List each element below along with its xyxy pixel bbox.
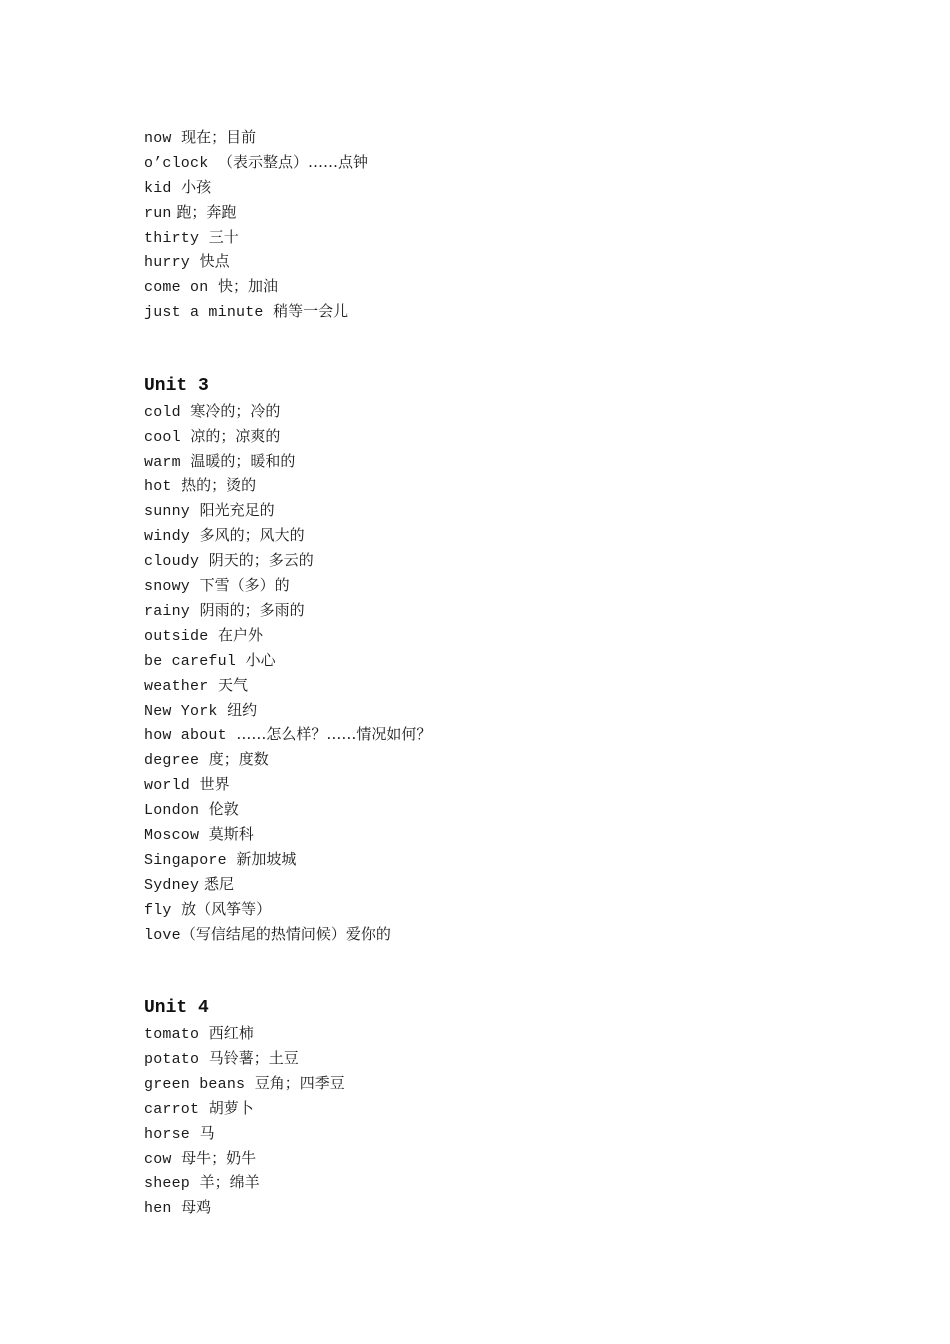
vocab-english: fly [144,901,172,919]
vocab-item [144,498,904,523]
vocab-item [144,1170,904,1195]
vocab-english: snowy [144,578,191,596]
vocab-chinese: 快点 [199,252,230,271]
vocab-english: kid [144,179,172,197]
unit4-heading: Unit 4 [144,998,209,1019]
vocab-chinese: 阴天的；多云的 [208,551,314,570]
vocab-english: Sydney [144,876,200,894]
vocab-chinese: 天气 [217,675,248,694]
vocab-chinese: 凉的；凉爽的 [190,426,281,445]
vocab-item [144,1146,904,1171]
vocab-english: degree [144,752,200,770]
vocab-chinese: 羊；绵羊 [199,1173,260,1192]
vocab-chinese: 度；度数 [208,750,269,769]
vocab-item [144,673,904,698]
vocab-item [144,424,904,449]
unit3-word-list [144,399,904,947]
vocab-chinese: 世界 [199,775,230,794]
vocab-english: cloudy [144,553,200,571]
vocab-english: windy [144,528,191,546]
vocab-chinese: 西红柿 [208,1024,254,1043]
vocab-item [144,847,904,872]
vocab-english: hot [144,478,172,496]
vocab-english: Moscow [144,826,200,844]
vocab-chinese: 阳光充足的 [199,501,275,520]
vocab-item [144,1121,904,1146]
vocab-english: Singapore [144,851,227,869]
vocab-item [144,897,904,922]
section-spacer [144,324,904,374]
vocab-item [144,772,904,797]
vocab-item [144,200,904,225]
vocab-item [144,274,904,299]
vocab-item [144,523,904,548]
vocab-english: weather [144,677,209,695]
vocab-item [144,747,904,772]
vocab-chinese: 三十 [208,227,239,246]
vocab-chinese: 寒冷的；冷的 [190,401,281,420]
vocab-item [144,922,904,947]
vocab-english: world [144,777,191,795]
vocab-item [144,449,904,474]
vocab-item [144,1096,904,1121]
vocab-english: green beans [144,1075,246,1093]
vocab-chinese: 母牛；奶牛 [181,1148,257,1167]
vocab-english: cool [144,428,181,446]
vocab-item [144,299,904,324]
vocab-chinese: （写信结尾的热情问候）爱你的 [180,924,391,943]
vocab-item [144,1071,904,1096]
vocab-item [144,1195,904,1220]
vocab-chinese: 伦敦 [208,800,239,819]
vocab-english: love [144,926,181,944]
vocab-chinese: 下雪（多）的 [199,576,290,595]
vocab-english: cow [144,1150,172,1168]
vocab-english: sheep [144,1175,191,1193]
vocab-chinese: 温暖的；暖和的 [190,451,296,470]
vocab-english: sunny [144,503,191,521]
vocab-item [144,1021,904,1046]
vocab-english: run [144,204,172,222]
vocab-chinese: 莫斯科 [208,824,254,843]
vocab-english: hen [144,1200,172,1218]
vocab-chinese: 胡萝卜 [208,1098,254,1117]
vocab-chinese: 母鸡 [181,1198,212,1217]
vocab-english: outside [144,627,209,645]
vocab-chinese: 放（风筝等） [181,899,272,918]
vocab-english: be careful [144,652,237,670]
vocab-item [144,822,904,847]
vocabulary-page [144,125,904,1220]
vocab-english: potato [144,1050,200,1068]
vocab-chinese: 稍等一会儿 [273,302,349,321]
vocab-chinese: 豆角；四季豆 [254,1073,345,1092]
unit3-heading: Unit 3 [144,375,209,396]
vocab-item [144,797,904,822]
vocab-chinese: 热的；烫的 [181,476,257,495]
vocab-english: warm [144,453,181,471]
vocab-item [144,473,904,498]
vocab-chinese: 悉尼 [204,874,235,893]
vocab-chinese: 跑；奔跑 [176,202,237,221]
vocab-chinese: ……怎么样？……情况如何？ [236,725,432,744]
vocab-item [144,648,904,673]
vocab-english: New York [144,702,218,720]
vocab-english: rainy [144,602,191,620]
vocab-english: how about [144,727,227,745]
vocab-chinese: 小孩 [181,177,212,196]
vocab-english: o’clock [144,154,209,172]
vocab-chinese: 在户外 [217,625,263,644]
vocab-item [144,872,904,897]
vocab-english: hurry [144,254,191,272]
vocab-item [144,1046,904,1071]
vocab-english: just a minute [144,304,264,322]
vocab-item [144,249,904,274]
unit2-word-list [144,125,904,324]
vocab-english: horse [144,1125,191,1143]
vocab-chinese: 现在；目前 [181,128,257,146]
vocab-item [144,722,904,747]
section-spacer [144,946,904,996]
vocab-english: thirty [144,229,200,247]
vocab-chinese: 小心 [245,650,276,669]
vocab-item [144,150,904,175]
vocab-item [144,698,904,723]
vocab-item [144,125,904,150]
vocab-chinese: 快；加油 [217,277,278,296]
vocab-english: come on [144,279,209,297]
vocab-chinese: 新加坡城 [236,849,297,868]
vocab-chinese: 马铃薯；土豆 [208,1048,299,1067]
vocab-english: London [144,802,200,820]
vocab-chinese: 多风的；风大的 [199,526,305,545]
vocab-item [144,573,904,598]
vocab-item [144,225,904,250]
vocab-chinese: （表示整点）……点钟 [217,152,368,171]
vocab-chinese: 纽约 [227,700,258,719]
vocab-item [144,598,904,623]
vocab-english: carrot [144,1100,200,1118]
vocab-chinese: 马 [199,1123,215,1142]
vocab-item [144,548,904,573]
vocab-english: now [144,130,172,147]
vocab-english: tomato [144,1026,200,1044]
vocab-chinese: 阴雨的；多雨的 [199,600,305,619]
unit4-word-list [144,1021,904,1220]
vocab-english: cold [144,403,181,421]
vocab-item [144,175,904,200]
vocab-item [144,623,904,648]
vocab-item [144,399,904,424]
